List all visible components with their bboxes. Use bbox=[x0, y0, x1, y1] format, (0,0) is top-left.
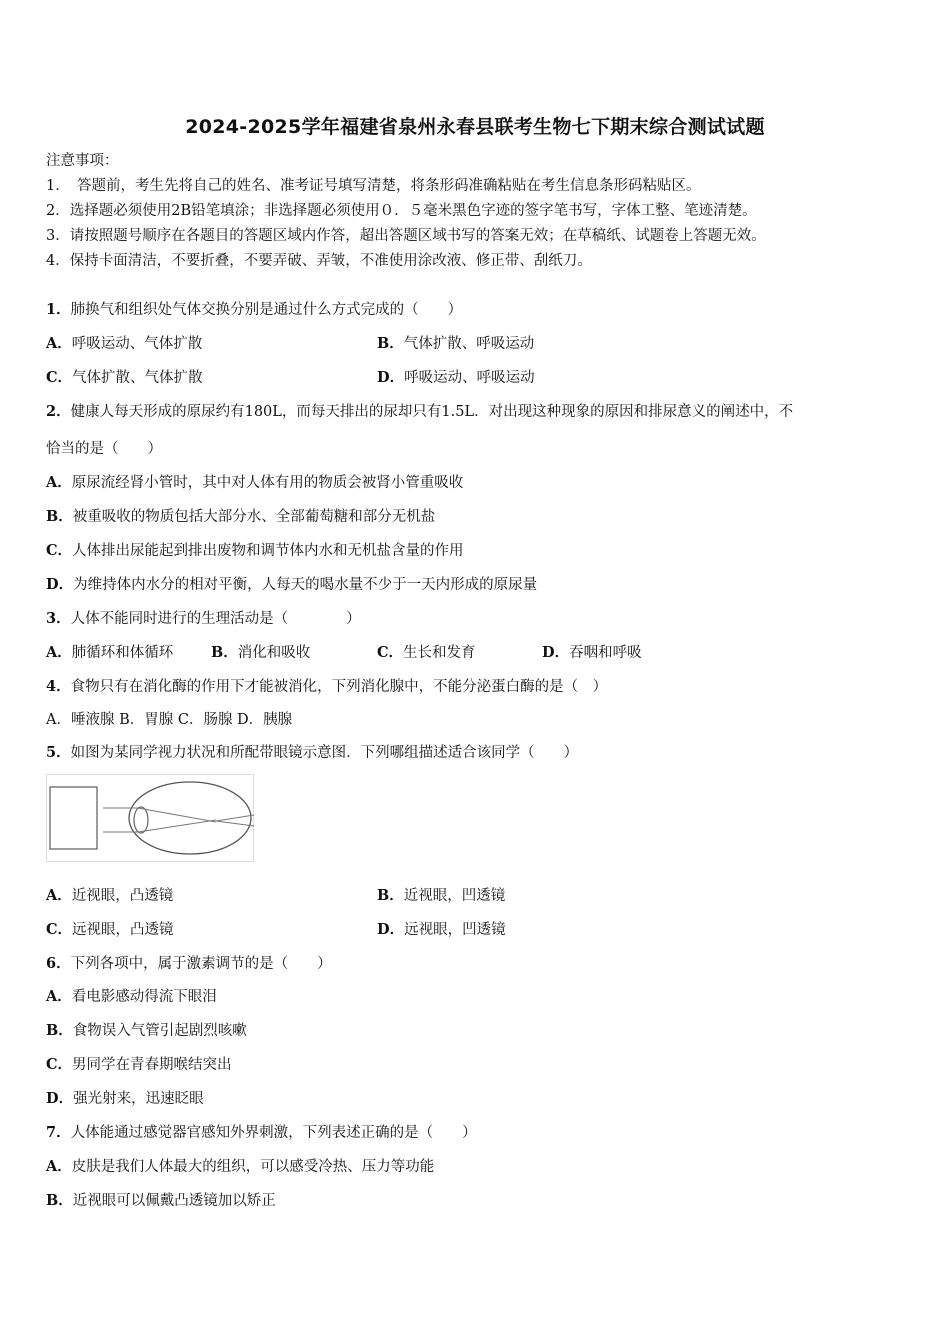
q3-option-c: C．生长和发育 bbox=[377, 644, 476, 661]
q3-option-a: A．肺循环和体循环 bbox=[46, 644, 174, 661]
q6-option-a: A．看电影感动得流下眼泪 bbox=[46, 988, 217, 1005]
q1-option-d: D．呼吸运动、呼吸运动 bbox=[377, 369, 535, 386]
q2-option-c: C．人体排出尿能起到排出废物和调节体内水和无机盐含量的作用 bbox=[46, 542, 464, 559]
q7-option-a: A．皮肤是我们人体最大的组织，可以感受冷热、压力等功能 bbox=[46, 1158, 435, 1175]
q5-stem: 5．如图为某同学视力状况和所配带眼镜示意图．下列哪组描述适合该同学（ ） bbox=[46, 744, 579, 761]
q7-stem: 7．人体能通过感觉器官感知外界刺激，下列表述正确的是（ ） bbox=[46, 1124, 477, 1141]
q6-option-d: D．强光射来，迅速眨眼 bbox=[46, 1090, 204, 1107]
q3-option-d: D．吞咽和呼吸 bbox=[542, 644, 642, 661]
q4-options: A．唾液腺 B．胃腺 C．肠腺 D．胰腺 bbox=[46, 712, 293, 728]
notice-item-2: 2．选择题必须使用2B铅笔填涂；非选择题必须使用０．５毫米黑色字迹的签字笔书写，字体工整、笔迹清楚。 bbox=[46, 203, 757, 219]
q2-option-b: B．被重吸收的物质包括大部分水、全部葡萄糖和部分无机盐 bbox=[46, 508, 436, 525]
q6-option-b: B．食物误入气管引起剧烈咳嗽 bbox=[46, 1022, 247, 1039]
q5-option-c: C．远视眼，凸透镜 bbox=[46, 921, 174, 938]
q1-option-c: C．气体扩散、气体扩散 bbox=[46, 369, 203, 386]
q5-option-b: B．近视眼，凹透镜 bbox=[377, 887, 506, 904]
q1-stem: 1．肺换气和组织处气体交换分别是通过什么方式完成的（ ） bbox=[46, 301, 463, 318]
lens-box bbox=[50, 787, 97, 849]
notice-heading: 注意事项： bbox=[46, 153, 119, 169]
eye-lens-diagram bbox=[46, 774, 254, 862]
notice-item-4: 4．保持卡面清洁，不要折叠，不要弄破、弄皱，不准使用涂改液、修正带、刮纸刀。 bbox=[46, 253, 592, 269]
q5-option-a: A．近视眼，凸透镜 bbox=[46, 887, 174, 904]
eye-lens bbox=[134, 807, 148, 833]
exam-title: 2024-2025学年福建省泉州永春县联考生物七下期末综合测试试题 bbox=[185, 116, 765, 138]
notice-item-3: 3．请按照题号顺序在各题目的答题区域内作答，超出答题区域书写的答案无效；在草稿纸、试题卷上答题无效。 bbox=[46, 228, 766, 244]
notice-item-1: 1． 答题前，考生先将自己的姓名、准考证号填写清楚，将条形码准确粘贴在考生信息条形码粘贴区。 bbox=[46, 178, 701, 194]
q2-option-a: A．原尿流经肾小管时，其中对人体有用的物质会被肾小管重吸收 bbox=[46, 474, 464, 491]
q4-stem: 4．食物只有在消化酶的作用下才能被消化，下列消化腺中，不能分泌蛋白酶的是（ ） bbox=[46, 678, 608, 695]
q3-option-b: B．消化和吸收 bbox=[211, 644, 311, 661]
q5-option-d: D．远视眼，凹透镜 bbox=[377, 921, 506, 938]
q2-stem-line1: 2．健康人每天形成的原尿约有180L，而每天排出的尿却只有1.5L．对出现这种现象的原因和排尿意义的阐述中，不 bbox=[46, 403, 794, 420]
q2-option-d: D．为维持体内水分的相对平衡，人每天的喝水量不少于一天内形成的原尿量 bbox=[46, 576, 538, 593]
q2-stem-line2: 恰当的是（ ） bbox=[46, 441, 162, 457]
q6-stem: 6．下列各项中，属于激素调节的是（ ） bbox=[46, 955, 332, 972]
q1-option-a: A．呼吸运动、气体扩散 bbox=[46, 335, 203, 352]
q6-option-c: C．男同学在青春期喉结突出 bbox=[46, 1056, 232, 1073]
q1-option-b: B．气体扩散、呼吸运动 bbox=[377, 335, 535, 352]
q7-option-b: B．近视眼可以佩戴凸透镜加以矫正 bbox=[46, 1192, 276, 1209]
q3-stem: 3．人体不能同时进行的生理活动是（ ） bbox=[46, 610, 361, 627]
